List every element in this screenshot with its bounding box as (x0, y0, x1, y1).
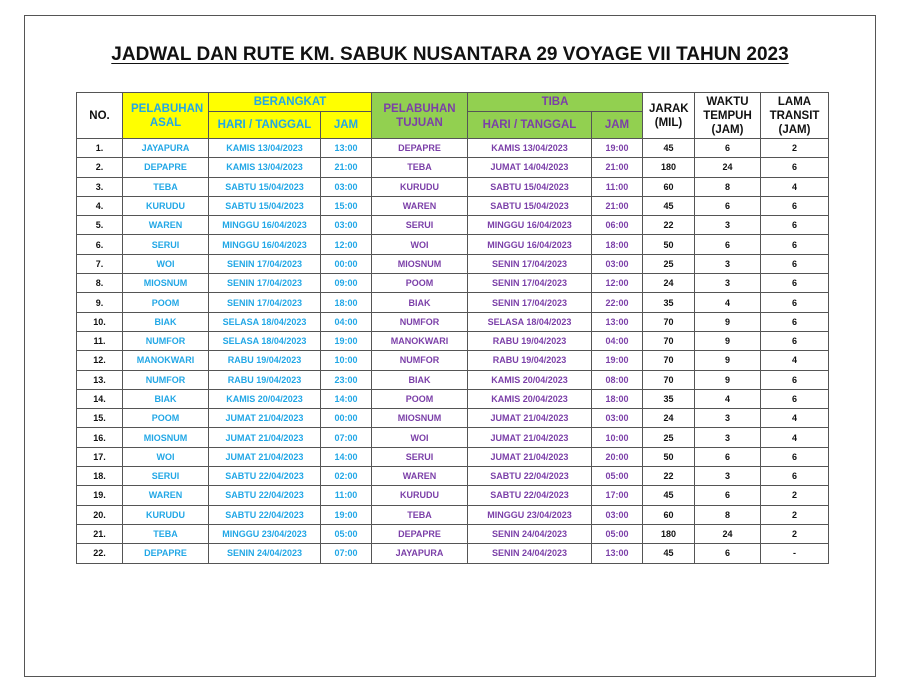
origin-port-cell: SERUI (123, 467, 209, 486)
row-number-cell: 15. (77, 409, 123, 428)
table-row (77, 544, 829, 563)
travel-time-cell: 3 (695, 467, 761, 486)
origin-port-cell: DEPAPRE (123, 544, 209, 563)
arrival-date-cell: JUMAT 21/04/2023 (468, 447, 592, 466)
destination-port-cell: MANOKWARI (372, 331, 468, 350)
arrival-date-cell: SELASA 18/04/2023 (468, 312, 592, 331)
table-row (77, 447, 829, 466)
departure-date-cell: KAMIS 13/04/2023 (209, 139, 321, 158)
departure-date-cell: SENIN 17/04/2023 (209, 254, 321, 273)
origin-port-cell: MANOKWARI (123, 351, 209, 370)
arrival-date-cell: SABTU 15/04/2023 (468, 196, 592, 215)
row-number-cell: 17. (77, 447, 123, 466)
destination-port-cell: BIAK (372, 370, 468, 389)
transit-time-cell: 6 (761, 293, 829, 312)
table-row (77, 216, 829, 235)
origin-port-cell: WOI (123, 447, 209, 466)
departure-time-cell: 18:00 (321, 293, 372, 312)
distance-cell: 180 (643, 524, 695, 543)
table-row (77, 524, 829, 543)
origin-port-cell: WAREN (123, 216, 209, 235)
origin-port-cell: WAREN (123, 486, 209, 505)
arrival-time-cell: 20:00 (592, 447, 643, 466)
travel-time-cell: 6 (695, 196, 761, 215)
origin-port-cell: POOM (123, 409, 209, 428)
distance-cell: 70 (643, 331, 695, 350)
header-jam-berangkat: JAM (321, 112, 372, 139)
table-header (77, 93, 829, 139)
origin-port-cell: TEBA (123, 524, 209, 543)
destination-port-cell: TEBA (372, 505, 468, 524)
transit-time-cell: 6 (761, 447, 829, 466)
row-number-cell: 5. (77, 216, 123, 235)
distance-cell: 24 (643, 274, 695, 293)
document-title-text: JADWAL DAN RUTE KM. SABUK NUSANTARA 29 VOYAGE VII TAHUN 2023 (111, 44, 789, 65)
distance-cell: 180 (643, 158, 695, 177)
departure-time-cell: 10:00 (321, 351, 372, 370)
arrival-date-cell: KAMIS 20/04/2023 (468, 370, 592, 389)
departure-date-cell: SELASA 18/04/2023 (209, 312, 321, 331)
departure-time-cell: 03:00 (321, 216, 372, 235)
table-row (77, 331, 829, 350)
distance-cell: 70 (643, 351, 695, 370)
transit-time-cell: 4 (761, 409, 829, 428)
arrival-time-cell: 03:00 (592, 409, 643, 428)
departure-date-cell: SENIN 24/04/2023 (209, 544, 321, 563)
table-row (77, 409, 829, 428)
row-number-cell: 19. (77, 486, 123, 505)
header-jam-tiba: JAM (592, 112, 643, 139)
departure-time-cell: 07:00 (321, 428, 372, 447)
departure-time-cell: 07:00 (321, 544, 372, 563)
transit-time-cell: 6 (761, 254, 829, 273)
arrival-time-cell: 12:00 (592, 274, 643, 293)
document-title (0, 44, 900, 66)
departure-time-cell: 21:00 (321, 158, 372, 177)
header-pelabuhan-tujuan: PELABUHAN TUJUAN (372, 93, 468, 139)
arrival-date-cell: JUMAT 21/04/2023 (468, 428, 592, 447)
destination-port-cell: WOI (372, 428, 468, 447)
row-number-cell: 21. (77, 524, 123, 543)
departure-date-cell: SABTU 22/04/2023 (209, 486, 321, 505)
travel-time-cell: 4 (695, 389, 761, 408)
header-hari-tanggal-berangkat: HARI / TANGGAL (209, 112, 321, 139)
departure-date-cell: SABTU 15/04/2023 (209, 196, 321, 215)
row-number-cell: 22. (77, 544, 123, 563)
origin-port-cell: POOM (123, 293, 209, 312)
travel-time-cell: 9 (695, 331, 761, 350)
transit-time-cell: - (761, 544, 829, 563)
departure-time-cell: 00:00 (321, 409, 372, 428)
row-number-cell: 14. (77, 389, 123, 408)
distance-cell: 25 (643, 254, 695, 273)
destination-port-cell: SERUI (372, 447, 468, 466)
departure-time-cell: 14:00 (321, 389, 372, 408)
arrival-date-cell: KAMIS 20/04/2023 (468, 389, 592, 408)
arrival-date-cell: SABTU 15/04/2023 (468, 177, 592, 196)
arrival-date-cell: MINGGU 16/04/2023 (468, 216, 592, 235)
arrival-time-cell: 06:00 (592, 216, 643, 235)
row-number-cell: 9. (77, 293, 123, 312)
distance-cell: 22 (643, 216, 695, 235)
table-row (77, 139, 829, 158)
transit-time-cell: 2 (761, 524, 829, 543)
departure-time-cell: 09:00 (321, 274, 372, 293)
distance-cell: 24 (643, 409, 695, 428)
row-number-cell: 6. (77, 235, 123, 254)
travel-time-cell: 4 (695, 293, 761, 312)
distance-cell: 45 (643, 196, 695, 215)
departure-time-cell: 15:00 (321, 196, 372, 215)
arrival-date-cell: SENIN 17/04/2023 (468, 254, 592, 273)
departure-date-cell: KAMIS 13/04/2023 (209, 158, 321, 177)
arrival-date-cell: RABU 19/04/2023 (468, 331, 592, 350)
travel-time-cell: 9 (695, 370, 761, 389)
destination-port-cell: WAREN (372, 196, 468, 215)
arrival-time-cell: 18:00 (592, 235, 643, 254)
travel-time-cell: 9 (695, 312, 761, 331)
arrival-time-cell: 11:00 (592, 177, 643, 196)
departure-date-cell: SABTU 22/04/2023 (209, 467, 321, 486)
arrival-time-cell: 13:00 (592, 544, 643, 563)
arrival-date-cell: JUMAT 14/04/2023 (468, 158, 592, 177)
origin-port-cell: SERUI (123, 235, 209, 254)
destination-port-cell: KURUDU (372, 177, 468, 196)
distance-cell: 50 (643, 447, 695, 466)
arrival-time-cell: 18:00 (592, 389, 643, 408)
departure-date-cell: JUMAT 21/04/2023 (209, 447, 321, 466)
row-number-cell: 13. (77, 370, 123, 389)
arrival-date-cell: SENIN 24/04/2023 (468, 524, 592, 543)
destination-port-cell: TEBA (372, 158, 468, 177)
travel-time-cell: 3 (695, 254, 761, 273)
departure-time-cell: 11:00 (321, 486, 372, 505)
row-number-cell: 3. (77, 177, 123, 196)
departure-date-cell: RABU 19/04/2023 (209, 370, 321, 389)
table-row (77, 370, 829, 389)
distance-cell: 22 (643, 467, 695, 486)
destination-port-cell: NUMFOR (372, 312, 468, 331)
table-row (77, 486, 829, 505)
header-jarak: JARAK (MIL) (643, 93, 695, 139)
arrival-date-cell: SENIN 17/04/2023 (468, 274, 592, 293)
departure-time-cell: 00:00 (321, 254, 372, 273)
table-row (77, 177, 829, 196)
arrival-time-cell: 21:00 (592, 196, 643, 215)
header-no: NO. (77, 93, 123, 139)
row-number-cell: 12. (77, 351, 123, 370)
transit-time-cell: 2 (761, 505, 829, 524)
departure-time-cell: 12:00 (321, 235, 372, 254)
schedule-table (76, 92, 829, 564)
table-row (77, 293, 829, 312)
distance-cell: 25 (643, 428, 695, 447)
departure-date-cell: SABTU 22/04/2023 (209, 505, 321, 524)
row-number-cell: 20. (77, 505, 123, 524)
departure-time-cell: 13:00 (321, 139, 372, 158)
transit-time-cell: 6 (761, 158, 829, 177)
arrival-date-cell: SENIN 24/04/2023 (468, 544, 592, 563)
departure-time-cell: 02:00 (321, 467, 372, 486)
departure-time-cell: 03:00 (321, 177, 372, 196)
travel-time-cell: 3 (695, 274, 761, 293)
row-number-cell: 1. (77, 139, 123, 158)
travel-time-cell: 6 (695, 486, 761, 505)
arrival-time-cell: 04:00 (592, 331, 643, 350)
header-tiba: TIBA (468, 93, 643, 112)
row-number-cell: 16. (77, 428, 123, 447)
arrival-time-cell: 13:00 (592, 312, 643, 331)
origin-port-cell: JAYAPURA (123, 139, 209, 158)
row-number-cell: 4. (77, 196, 123, 215)
destination-port-cell: BIAK (372, 293, 468, 312)
arrival-time-cell: 05:00 (592, 524, 643, 543)
origin-port-cell: DEPAPRE (123, 158, 209, 177)
origin-port-cell: TEBA (123, 177, 209, 196)
table-row (77, 467, 829, 486)
table-row (77, 196, 829, 215)
travel-time-cell: 24 (695, 158, 761, 177)
distance-cell: 70 (643, 370, 695, 389)
table-row (77, 389, 829, 408)
arrival-time-cell: 19:00 (592, 139, 643, 158)
origin-port-cell: NUMFOR (123, 331, 209, 350)
row-number-cell: 11. (77, 331, 123, 350)
origin-port-cell: MIOSNUM (123, 274, 209, 293)
destination-port-cell: WAREN (372, 467, 468, 486)
departure-date-cell: SABTU 15/04/2023 (209, 177, 321, 196)
row-number-cell: 18. (77, 467, 123, 486)
transit-time-cell: 6 (761, 331, 829, 350)
table-body (77, 139, 829, 564)
row-number-cell: 2. (77, 158, 123, 177)
table-row (77, 428, 829, 447)
distance-cell: 45 (643, 139, 695, 158)
origin-port-cell: KURUDU (123, 505, 209, 524)
row-number-cell: 7. (77, 254, 123, 273)
header-berangkat: BERANGKAT (209, 93, 372, 112)
travel-time-cell: 3 (695, 216, 761, 235)
destination-port-cell: NUMFOR (372, 351, 468, 370)
departure-date-cell: JUMAT 21/04/2023 (209, 428, 321, 447)
distance-cell: 35 (643, 389, 695, 408)
origin-port-cell: KURUDU (123, 196, 209, 215)
distance-cell: 60 (643, 505, 695, 524)
distance-cell: 45 (643, 544, 695, 563)
transit-time-cell: 2 (761, 486, 829, 505)
destination-port-cell: DEPAPRE (372, 524, 468, 543)
distance-cell: 45 (643, 486, 695, 505)
departure-time-cell: 14:00 (321, 447, 372, 466)
travel-time-cell: 6 (695, 139, 761, 158)
distance-cell: 50 (643, 235, 695, 254)
arrival-time-cell: 21:00 (592, 158, 643, 177)
arrival-date-cell: MINGGU 23/04/2023 (468, 505, 592, 524)
header-pelabuhan-asal: PELABUHAN ASAL (123, 93, 209, 139)
distance-cell: 35 (643, 293, 695, 312)
origin-port-cell: NUMFOR (123, 370, 209, 389)
destination-port-cell: DEPAPRE (372, 139, 468, 158)
transit-time-cell: 2 (761, 139, 829, 158)
departure-date-cell: MINGGU 23/04/2023 (209, 524, 321, 543)
transit-time-cell: 6 (761, 235, 829, 254)
departure-date-cell: SENIN 17/04/2023 (209, 274, 321, 293)
departure-date-cell: RABU 19/04/2023 (209, 351, 321, 370)
distance-cell: 60 (643, 177, 695, 196)
origin-port-cell: MIOSNUM (123, 428, 209, 447)
distance-cell: 70 (643, 312, 695, 331)
travel-time-cell: 6 (695, 447, 761, 466)
destination-port-cell: MIOSNUM (372, 254, 468, 273)
transit-time-cell: 6 (761, 274, 829, 293)
travel-time-cell: 6 (695, 544, 761, 563)
table-row (77, 158, 829, 177)
departure-date-cell: MINGGU 16/04/2023 (209, 235, 321, 254)
departure-date-cell: SENIN 17/04/2023 (209, 293, 321, 312)
arrival-time-cell: 22:00 (592, 293, 643, 312)
travel-time-cell: 8 (695, 505, 761, 524)
header-hari-tanggal-tiba: HARI / TANGGAL (468, 112, 592, 139)
departure-time-cell: 05:00 (321, 524, 372, 543)
arrival-date-cell: JUMAT 21/04/2023 (468, 409, 592, 428)
transit-time-cell: 4 (761, 428, 829, 447)
arrival-date-cell: SENIN 17/04/2023 (468, 293, 592, 312)
travel-time-cell: 24 (695, 524, 761, 543)
table-row (77, 254, 829, 273)
header-lama-transit: LAMA TRANSIT (JAM) (761, 93, 829, 139)
transit-time-cell: 6 (761, 467, 829, 486)
origin-port-cell: BIAK (123, 389, 209, 408)
destination-port-cell: POOM (372, 389, 468, 408)
origin-port-cell: WOI (123, 254, 209, 273)
departure-time-cell: 04:00 (321, 312, 372, 331)
arrival-date-cell: MINGGU 16/04/2023 (468, 235, 592, 254)
departure-date-cell: JUMAT 21/04/2023 (209, 409, 321, 428)
arrival-date-cell: KAMIS 13/04/2023 (468, 139, 592, 158)
transit-time-cell: 4 (761, 177, 829, 196)
arrival-time-cell: 03:00 (592, 254, 643, 273)
arrival-time-cell: 17:00 (592, 486, 643, 505)
table-row (77, 505, 829, 524)
transit-time-cell: 6 (761, 389, 829, 408)
arrival-date-cell: RABU 19/04/2023 (468, 351, 592, 370)
destination-port-cell: JAYAPURA (372, 544, 468, 563)
arrival-time-cell: 19:00 (592, 351, 643, 370)
travel-time-cell: 9 (695, 351, 761, 370)
table-row (77, 312, 829, 331)
arrival-time-cell: 08:00 (592, 370, 643, 389)
departure-date-cell: SELASA 18/04/2023 (209, 331, 321, 350)
arrival-date-cell: SABTU 22/04/2023 (468, 467, 592, 486)
arrival-time-cell: 03:00 (592, 505, 643, 524)
row-number-cell: 10. (77, 312, 123, 331)
table-row (77, 235, 829, 254)
departure-date-cell: MINGGU 16/04/2023 (209, 216, 321, 235)
travel-time-cell: 8 (695, 177, 761, 196)
transit-time-cell: 6 (761, 312, 829, 331)
transit-time-cell: 6 (761, 196, 829, 215)
table-row (77, 274, 829, 293)
transit-time-cell: 4 (761, 351, 829, 370)
transit-time-cell: 6 (761, 370, 829, 389)
destination-port-cell: SERUI (372, 216, 468, 235)
destination-port-cell: WOI (372, 235, 468, 254)
arrival-date-cell: SABTU 22/04/2023 (468, 486, 592, 505)
destination-port-cell: KURUDU (372, 486, 468, 505)
arrival-time-cell: 05:00 (592, 467, 643, 486)
table-row (77, 351, 829, 370)
departure-time-cell: 19:00 (321, 331, 372, 350)
departure-date-cell: KAMIS 20/04/2023 (209, 389, 321, 408)
row-number-cell: 8. (77, 274, 123, 293)
travel-time-cell: 6 (695, 235, 761, 254)
destination-port-cell: MIOSNUM (372, 409, 468, 428)
travel-time-cell: 3 (695, 409, 761, 428)
arrival-time-cell: 10:00 (592, 428, 643, 447)
header-waktu-tempuh: WAKTU TEMPUH (JAM) (695, 93, 761, 139)
departure-time-cell: 23:00 (321, 370, 372, 389)
travel-time-cell: 3 (695, 428, 761, 447)
transit-time-cell: 6 (761, 216, 829, 235)
departure-time-cell: 19:00 (321, 505, 372, 524)
destination-port-cell: POOM (372, 274, 468, 293)
origin-port-cell: BIAK (123, 312, 209, 331)
